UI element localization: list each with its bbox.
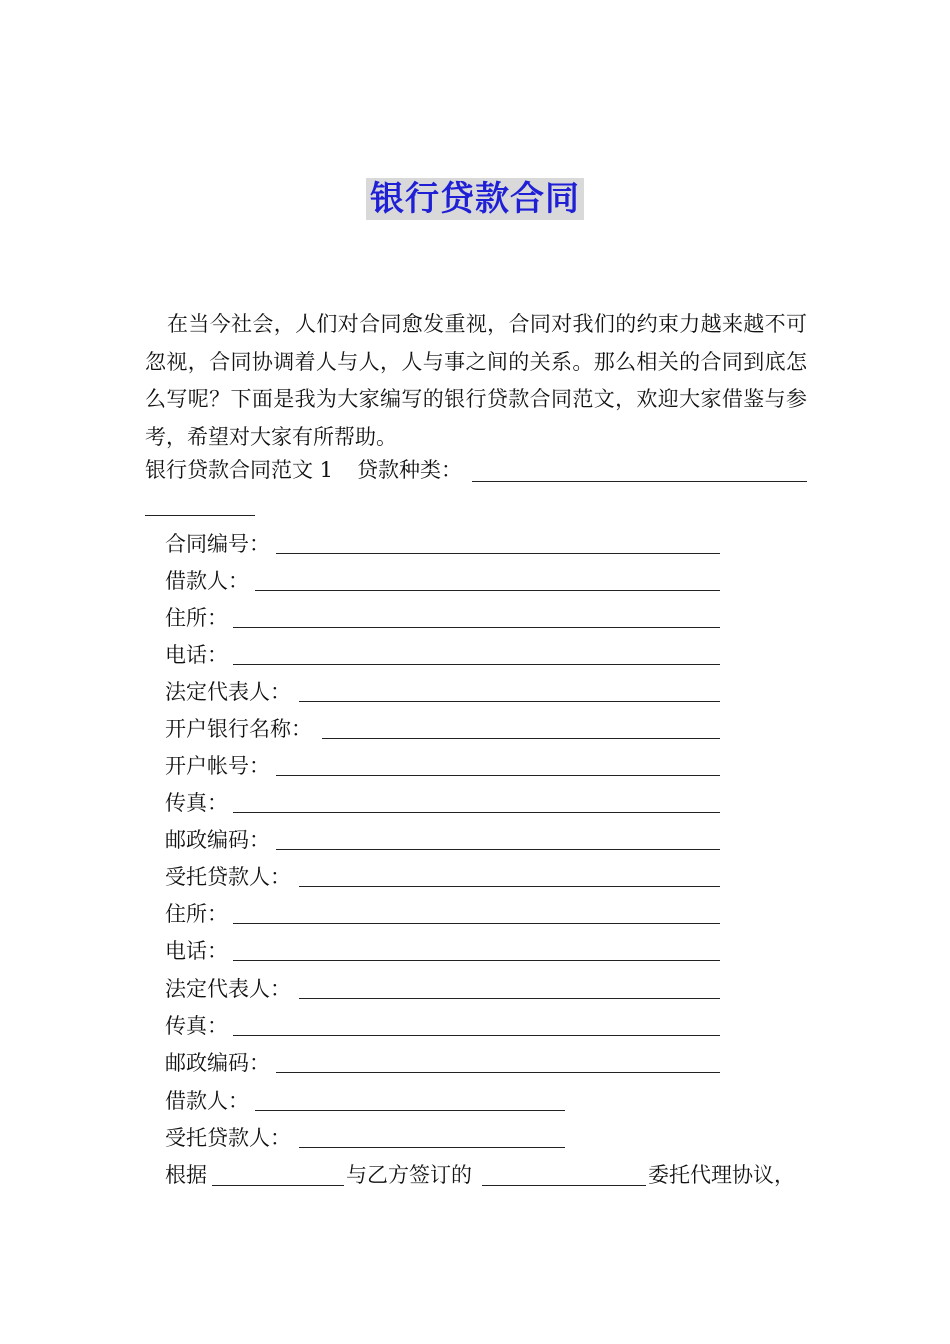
intro-paragraph: 在当今社会，人们对合同愈发重视，合同对我们的约束力越来越不可忽视，合同协调着人与人，人与事之间的关系。那么相关的合同到底怎么写呢？下面是我为大家编写的银行贷款合同范文，欢迎大家借鉴与参考，希望对大家有所帮助。 xyxy=(145,312,807,449)
clause-part1: 根据 xyxy=(165,1163,207,1187)
field-contract-number: 合同编号： xyxy=(165,532,270,556)
field-postal-code-2: 邮政编码： xyxy=(165,1051,270,1075)
fax-blank[interactable] xyxy=(233,812,720,813)
loan-type-label: 贷款种类： xyxy=(357,458,463,482)
field-borrower: 借款人： xyxy=(165,569,249,593)
field-bank-name: 开户银行名称： xyxy=(165,717,312,741)
field-fax-2: 传真： xyxy=(165,1014,228,1038)
bank-name-blank[interactable] xyxy=(322,738,720,739)
address-blank[interactable] xyxy=(233,627,720,628)
document-title-text: 银行贷款合同 xyxy=(366,178,584,220)
contract-number-blank[interactable] xyxy=(276,553,720,554)
clause-part2: 与乙方签订的 xyxy=(346,1163,472,1187)
phone-blank[interactable] xyxy=(233,664,720,665)
field-fax: 传真： xyxy=(165,791,228,815)
document-title xyxy=(0,178,950,220)
field-trust-lender-2: 受托贷款人： xyxy=(165,1126,291,1150)
borrower-2-blank[interactable] xyxy=(255,1110,565,1111)
account-number-blank[interactable] xyxy=(276,775,720,776)
field-phone-2: 电话： xyxy=(165,939,228,963)
field-phone: 电话： xyxy=(165,643,228,667)
field-address-2: 住所： xyxy=(165,902,228,926)
phone-2-blank[interactable] xyxy=(233,960,720,961)
fax-2-blank[interactable] xyxy=(233,1035,720,1036)
field-legal-representative: 法定代表人： xyxy=(165,680,291,704)
postal-code-2-blank[interactable] xyxy=(276,1072,720,1073)
loan-type-blank[interactable] xyxy=(472,481,807,482)
field-postal-code: 邮政编码： xyxy=(165,828,270,852)
sample-heading-line xyxy=(145,456,462,484)
field-trust-lender: 受托贷款人： xyxy=(165,865,291,889)
field-legal-representative-2: 法定代表人： xyxy=(165,977,291,1001)
address-2-blank[interactable] xyxy=(233,923,720,924)
legal-representative-blank[interactable] xyxy=(299,701,720,702)
field-address: 住所： xyxy=(165,606,228,630)
legal-representative-2-blank[interactable] xyxy=(299,998,720,999)
sample-heading: 银行贷款合同范文 1 xyxy=(145,458,334,482)
clause-part3: 委托代理协议， xyxy=(648,1163,795,1187)
clause-blank-2[interactable] xyxy=(482,1185,646,1186)
field-borrower-2: 借款人： xyxy=(165,1089,249,1113)
field-account-number: 开户帐号： xyxy=(165,754,270,778)
trust-lender-2-blank[interactable] xyxy=(299,1147,565,1148)
trust-lender-blank[interactable] xyxy=(299,886,720,887)
postal-code-blank[interactable] xyxy=(276,849,720,850)
clause-blank-1[interactable] xyxy=(212,1185,344,1186)
loan-type-blank-cont[interactable] xyxy=(145,515,255,516)
borrower-blank[interactable] xyxy=(255,590,720,591)
